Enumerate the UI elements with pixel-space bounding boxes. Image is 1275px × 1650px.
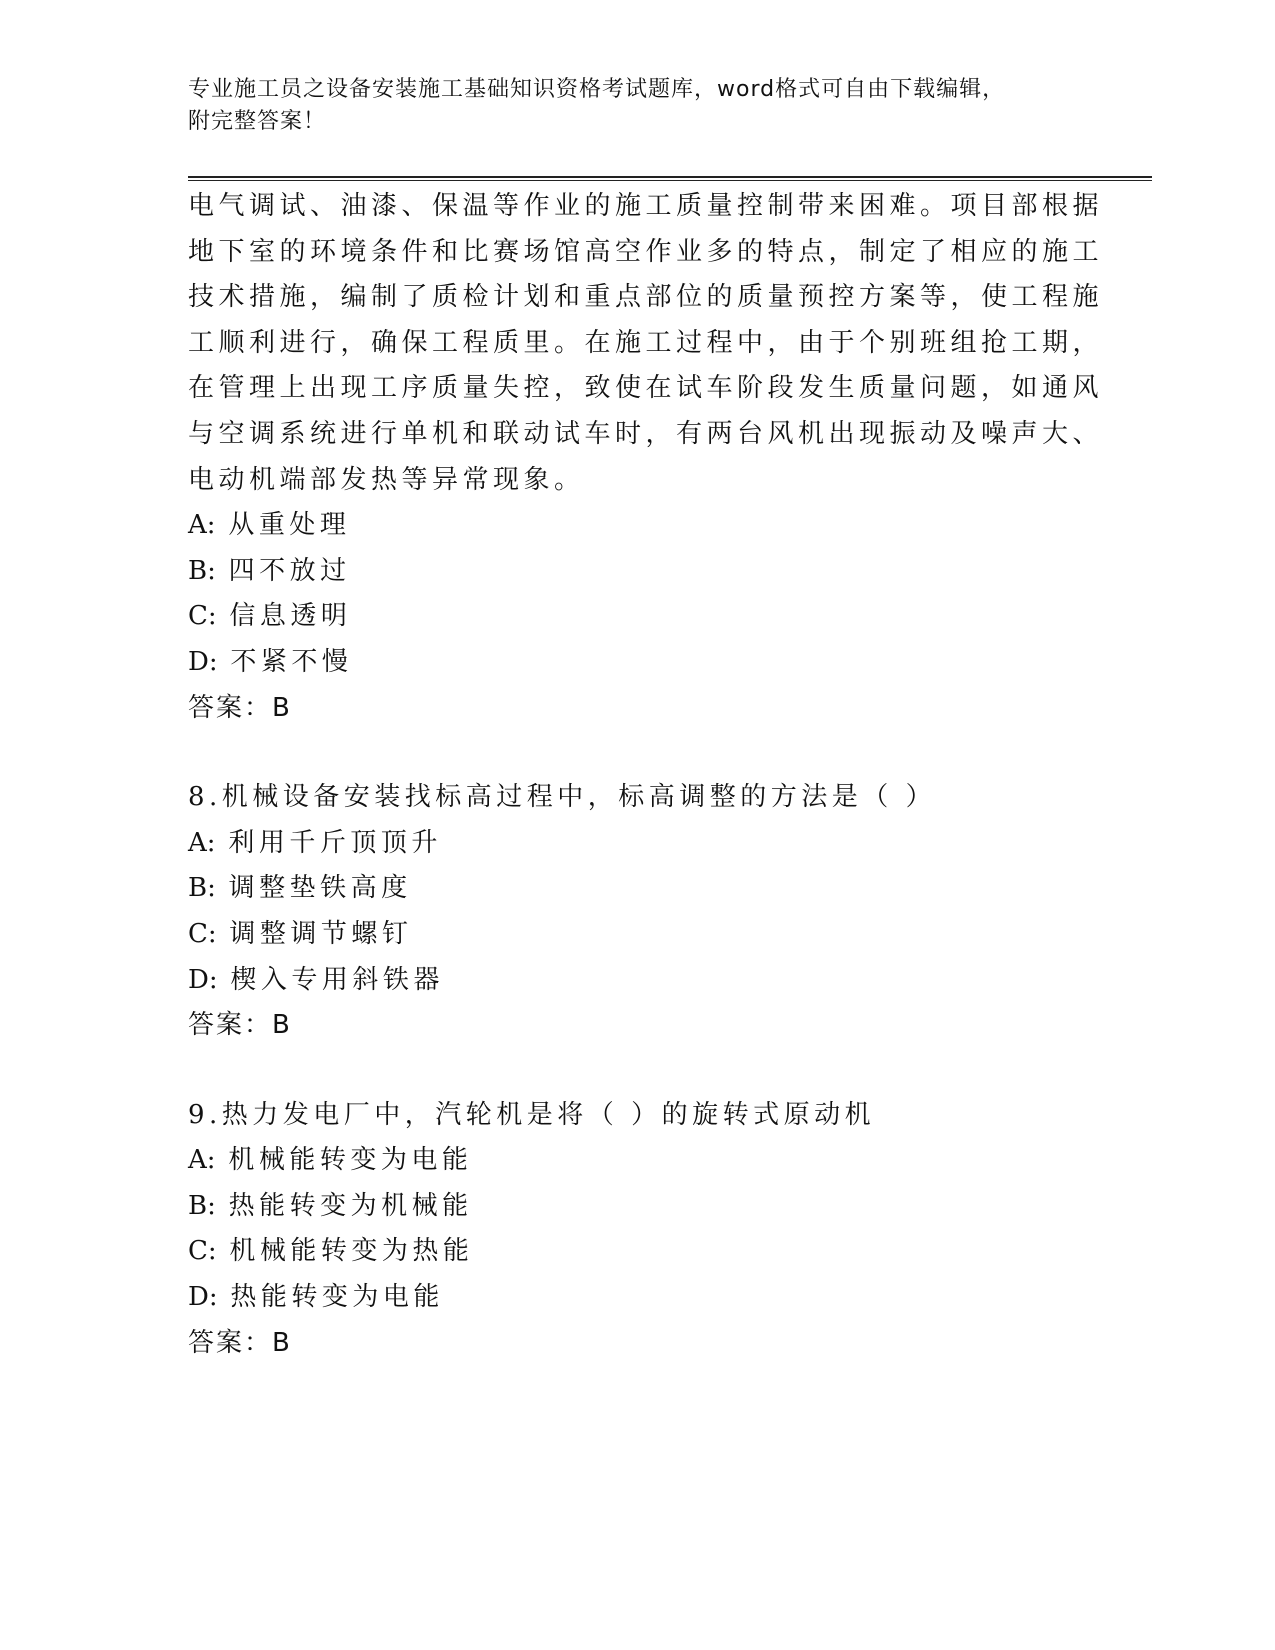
question-8	[188, 775, 1068, 1049]
spacer	[188, 1049, 1068, 1093]
document-body	[188, 184, 1104, 1366]
passage-line: 与空调系统进行单机和联动试车时，有两台风机出现振动及噪声大、	[188, 418, 1104, 449]
option-d: D: 热能转变为电能	[188, 1282, 444, 1313]
spacer	[188, 731, 1068, 775]
option-a: A: 机械能转变为电能	[188, 1145, 473, 1176]
question-9	[188, 1093, 1068, 1367]
question-stem: 9.热力发电厂中，汽轮机是将（ ）的旋转式原动机	[188, 1099, 876, 1130]
answer-line: 答案：B	[188, 692, 292, 723]
passage-line: 在管理上出现工序质量失控，致使在试车阶段发生质量问题，如通风	[188, 373, 1104, 404]
option-a: A: 利用千斤顶顶升	[188, 827, 442, 858]
page-header	[188, 74, 1068, 138]
option-d: D: 楔入专用斜铁器	[188, 964, 444, 995]
passage-line: 工顺利进行，确保工程质里。在施工过程中，由于个别班组抢工期，	[188, 327, 1104, 358]
option-c: C: 调整调节螺钉	[188, 918, 413, 949]
question-passage	[188, 184, 1104, 503]
answer-line: 答案：B	[188, 1327, 292, 1358]
header-line-2: 附完整答案！	[188, 109, 327, 134]
question-stem: 8.机械设备安装找标高过程中，标高调整的方法是（ ）	[188, 782, 937, 813]
option-a: A: 从重处理	[188, 510, 351, 541]
question-7-continued	[188, 184, 1104, 731]
option-b: B: 调整垫铁高度	[188, 873, 412, 904]
option-c: C: 信息透明	[188, 601, 352, 632]
option-d: D: 不紧不慢	[188, 646, 353, 677]
passage-line: 地下室的环境条件和比赛场馆高空作业多的特点，制定了相应的施工	[188, 236, 1104, 267]
passage-line: 电动机端部发热等异常现象。	[188, 464, 585, 495]
option-b: B: 热能转变为机械能	[188, 1190, 473, 1221]
passage-line: 技术措施，编制了质检计划和重点部位的质量预控方案等，使工程施	[188, 282, 1104, 313]
passage-line: 电气调试、油漆、保温等作业的施工质量控制带来困难。项目部根据	[188, 191, 1104, 221]
option-c: C: 机械能转变为热能	[188, 1236, 474, 1267]
header-line-1: 专业施工员之设备安装施工基础知识资格考试题库，word格式可自由下载编辑，	[188, 77, 1006, 102]
option-b: B: 四不放过	[188, 555, 351, 586]
header-divider	[188, 176, 1152, 181]
answer-line: 答案：B	[188, 1010, 292, 1041]
